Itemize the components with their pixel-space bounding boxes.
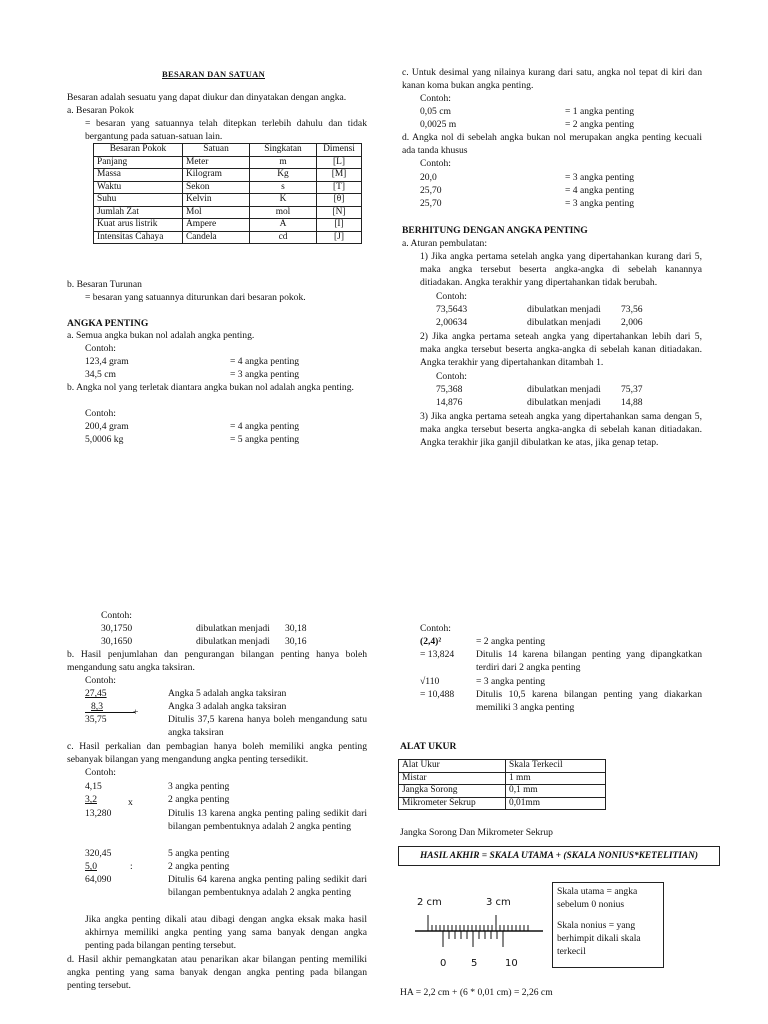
product-operand: 3,2: [85, 794, 97, 805]
table-cell: Kelvin: [183, 194, 250, 207]
quotient-result: 64,090: [85, 874, 112, 885]
example-mid: dibulatkan menjadi: [527, 397, 601, 408]
scale-bottom-label: 0: [440, 958, 447, 969]
contoh-label: Contoh:: [85, 675, 116, 686]
product-note: 2 angka penting: [168, 794, 230, 805]
pokok-label: a. Besaran Pokok: [67, 105, 134, 116]
example-row: 25,70: [420, 198, 442, 209]
rounding-rule-1: 1) Jika angka pertama setelah angka yang dipertahankan kurang dari 5, maka angka tersebut beserta angka-angka di sebelah kanannya ditiadakan. Angka terakhir yang dipertahankan tidak berubah.: [420, 251, 702, 288]
example-row: 34,5 cm: [85, 369, 116, 380]
table-cell: Sekon: [183, 181, 250, 194]
rounding-rule-2: 2) Jika angka pertama seteah angka yang dipertahankan lebih dari 5, maka angka tersebut beserta angka-angka di sebelah kanan ditiadakan. Angka terakhir yang dipertahankan ditambah 1.: [420, 331, 702, 368]
example-result: 73,56: [621, 304, 643, 315]
table-cell: m: [250, 156, 317, 169]
power-note: Ditulis 14 karena bilangan penting yang dipangkatkan terdiri dari 2 angka penting: [476, 649, 702, 673]
besaran-pokok-table: [93, 143, 362, 244]
scale-top-label: 3 cm: [486, 897, 511, 908]
table-cell: A: [250, 219, 317, 232]
rounding-rule-3: 3) Jika angka pertama seteah angka yang dipertahankan sama dengan 5, maka angka tersebut beserta angka-angka di sebelah kanan ditiadakan. Angka terakhir jika ganjil dibulatkan ke atas, jika genap tetap.: [420, 411, 702, 448]
subheading-jangka: Jangka Sorong Dan Mikrometer Sekrup: [400, 827, 553, 838]
table-cell: Kuat arus listrik: [94, 219, 183, 232]
contoh-label: Contoh:: [436, 291, 467, 302]
example-result: 30,18: [285, 623, 307, 634]
table-header: Dimensi: [317, 144, 362, 157]
sum-note: Ditulis 37,5 karena hanya boleh mengandung satu angka taksiran: [168, 714, 367, 738]
product-operand: 4,15: [85, 781, 102, 792]
table-cell: s: [250, 181, 317, 194]
product-note: Ditulis 13 karena angka penting paling sedikit dari bilangan pembentuknya adalah 2 angka penting: [168, 808, 367, 832]
example-row: 25,70: [420, 185, 442, 196]
example-row: 14,876: [436, 397, 463, 408]
berhitung-heading: BERHITUNG DENGAN ANGKA PENTING: [402, 225, 588, 236]
table-cell: [θ]: [317, 194, 362, 207]
example-row: 200,4 gram: [85, 421, 129, 432]
scale-note-box: [552, 882, 664, 968]
sum-operand: 27,45: [85, 688, 107, 699]
quotient-operand: 320,45: [85, 848, 112, 859]
contoh-label: Contoh:: [436, 371, 467, 382]
scale-top-label: 2 cm: [417, 897, 442, 908]
table-cell: [L]: [317, 156, 362, 169]
sum-note: Angka 5 adalah angka taksiran: [168, 688, 287, 699]
table-cell: [J]: [317, 231, 362, 244]
table-cell: cd: [250, 231, 317, 244]
scale-bottom-label: 5: [471, 958, 478, 969]
power-expression: (2,4)²: [420, 636, 442, 647]
root-note: Ditulis 10,5 karena bilangan penting yang diakarkan memiliki 3 angka penting: [476, 689, 702, 713]
table-header: Singkatan: [250, 144, 317, 157]
quotient-operand: 5,0: [85, 861, 97, 872]
table-cell: [M]: [317, 169, 362, 182]
contoh-label: Contoh:: [85, 767, 116, 778]
root-note: = 3 angka penting: [476, 676, 546, 687]
table-header: Alat Ukur: [399, 760, 506, 773]
example-result: = 4 angka penting: [565, 185, 635, 196]
example-result: 75,37: [621, 384, 643, 395]
example-row: 0,05 cm: [420, 106, 451, 117]
table-cell: 1 mm: [506, 772, 606, 785]
power-note: = 2 angka penting: [476, 636, 546, 647]
alat-ukur-table: [398, 759, 606, 810]
example-row: 2,00634: [436, 317, 468, 328]
root-expression: √110: [420, 676, 440, 687]
times-sign: x: [128, 797, 133, 808]
sum-operand: 8,3: [91, 701, 103, 712]
table-cell: [I]: [317, 219, 362, 232]
table-cell: Intensitas Cahaya: [94, 231, 183, 244]
table-cell: [N]: [317, 206, 362, 219]
product-note: 3 angka penting: [168, 781, 230, 792]
example-mid: dibulatkan menjadi: [196, 623, 270, 634]
example-result: = 2 angka penting: [565, 119, 635, 130]
note-skala-utama: Skala utama = angka sebelum 0 nonius: [557, 886, 638, 910]
result-formula: HA = 2,2 cm + (6 * 0,01 cm) = 2,26 cm: [400, 987, 553, 998]
table-cell: Jangka Sorong: [399, 785, 506, 798]
sum-note: Angka 3 adalah angka taksiran: [168, 701, 287, 712]
example-result: = 4 angka penting: [230, 421, 300, 432]
intro-text: Besaran adalah sesuatu yang dapat diukur dan dinyatakan dengan angka.: [67, 92, 347, 103]
formula-box: HASIL AKHIR = SKALA UTAMA + (SKALA NONIUS*KETELITIAN): [398, 846, 720, 866]
example-row: 20,0: [420, 172, 437, 183]
table-cell: Mistar: [399, 772, 506, 785]
alat-ukur-heading: ALAT UKUR: [400, 741, 457, 752]
example-row: 5,0006 kg: [85, 434, 124, 445]
quotient-note: Ditulis 64 karena angka penting paling sedikit dari bilangan pembentuknya adalah 2 angka penting: [168, 874, 367, 898]
table-cell: Mikrometer Sekrup: [399, 797, 506, 810]
example-result: 14,88: [621, 397, 643, 408]
rule-b: b. Angka nol yang terletak diantara angka bukan nol adalah angka penting.: [67, 382, 354, 393]
table-cell: Meter: [183, 156, 250, 169]
example-result: = 4 angka penting: [230, 356, 300, 367]
rule-d-pemangkatan: d. Hasil akhir pemangkatan atau penarikan akar bilangan penting memiliki angka penting yang sama banyak dengan angka penting pada bilangan penting tersebut.: [67, 954, 367, 991]
table-header: Satuan: [183, 144, 250, 157]
scale-bottom-label: 10: [505, 958, 518, 969]
power-result: = 13,824: [420, 649, 455, 660]
rule-a: a. Semua angka bukan nol adalah angka penting.: [67, 330, 255, 341]
example-mid: dibulatkan menjadi: [527, 304, 601, 315]
example-row: 0,0025 m: [420, 119, 457, 130]
table-cell: Ampere: [183, 219, 250, 232]
contoh-label: Contoh:: [101, 610, 132, 621]
angka-penting-heading: ANGKA PENTING: [67, 318, 149, 329]
contoh-label: Contoh:: [85, 343, 116, 354]
rule-c-perkalian: c. Hasil perkalian dan pembagian hanya boleh memiliki angka penting sebanyak bilangan yang mengandung angka penting tersedikit.: [67, 741, 367, 765]
note-skala-nonius: Skala nonius = yang berhimpit dikali skala terkecil: [557, 920, 641, 957]
rule-d: d. Angka nol di sebelah angka bukan nol merupakan angka penting kecuali ada tanda khusus: [402, 132, 702, 156]
exact-number-note: Jika angka penting dikali atau dibagi dengan angka eksak maka hasil akhirnya memiliki angka penting yang sama banyak dengan angka penting pada bilangan penting tersebut.: [85, 914, 367, 951]
example-mid: dibulatkan menjadi: [196, 636, 270, 647]
example-row: 123,4 gram: [85, 356, 129, 367]
table-cell: Suhu: [94, 194, 183, 207]
table-cell: mol: [250, 206, 317, 219]
root-result: = 10,488: [420, 689, 455, 700]
table-cell: Waktu: [94, 181, 183, 194]
table-header: Besaran Pokok: [94, 144, 183, 157]
table-cell: Mol: [183, 206, 250, 219]
table-cell: Kilogram: [183, 169, 250, 182]
example-row: 30,1650: [101, 636, 133, 647]
contoh-label: Contoh:: [420, 158, 451, 169]
turunan-label: b. Besaran Turunan: [67, 279, 142, 290]
pokok-definition: = besaran yang satuannya telah ditepkan terlebih dahulu dan tidak bergantung pada satuan-satuan lain.: [85, 118, 367, 142]
example-mid: dibulatkan menjadi: [527, 317, 601, 328]
contoh-label: Contoh:: [85, 408, 116, 419]
contoh-label: Contoh:: [420, 93, 451, 104]
turunan-definition: = besaran yang satuannya diturunkan dari besaran pokok.: [85, 292, 306, 303]
table-cell: Panjang: [94, 156, 183, 169]
table-cell: Candela: [183, 231, 250, 244]
example-row: 73,5643: [436, 304, 468, 315]
table-cell: 0,01mm: [506, 797, 606, 810]
example-result: = 5 angka penting: [230, 434, 300, 445]
example-result: = 3 angka penting: [565, 172, 635, 183]
table-cell: Jumlah Zat: [94, 206, 183, 219]
page-title: BESARAN DAN SATUAN: [162, 69, 266, 79]
example-result: = 3 angka penting: [230, 369, 300, 380]
table-cell: Kg: [250, 169, 317, 182]
sum-result: 35,75: [85, 714, 107, 725]
example-result: = 3 angka penting: [565, 198, 635, 209]
rule-c: c. Untuk desimal yang nilainya kurang dari satu, angka nol tepat di kiri dan kanan koma bukan angka penting.: [402, 67, 702, 91]
quotient-note: 5 angka penting: [168, 848, 230, 859]
table-cell: Massa: [94, 169, 183, 182]
divide-sign: :: [130, 861, 133, 872]
product-result: 13,280: [85, 808, 112, 819]
contoh-label: Contoh:: [420, 623, 451, 634]
example-result: = 1 angka penting: [565, 106, 635, 117]
example-mid: dibulatkan menjadi: [527, 384, 601, 395]
example-result: 2,006: [621, 317, 643, 328]
table-cell: [T]: [317, 181, 362, 194]
table-header: Skala Terkecil: [506, 760, 606, 773]
example-row: 75,368: [436, 384, 463, 395]
rule-b-penjumlahan: b. Hasil penjumlahan dan pengurangan bilangan penting hanya boleh mengandung satu angka taksiran.: [67, 649, 367, 673]
table-cell: K: [250, 194, 317, 207]
example-row: 30,1750: [101, 623, 133, 634]
table-cell: 0,1 mm: [506, 785, 606, 798]
quotient-note: 2 angka penting: [168, 861, 230, 872]
rule-a-pembulatan: a. Aturan pembulatan:: [402, 238, 487, 249]
plus-sign: +: [133, 707, 139, 718]
example-result: 30,16: [285, 636, 307, 647]
